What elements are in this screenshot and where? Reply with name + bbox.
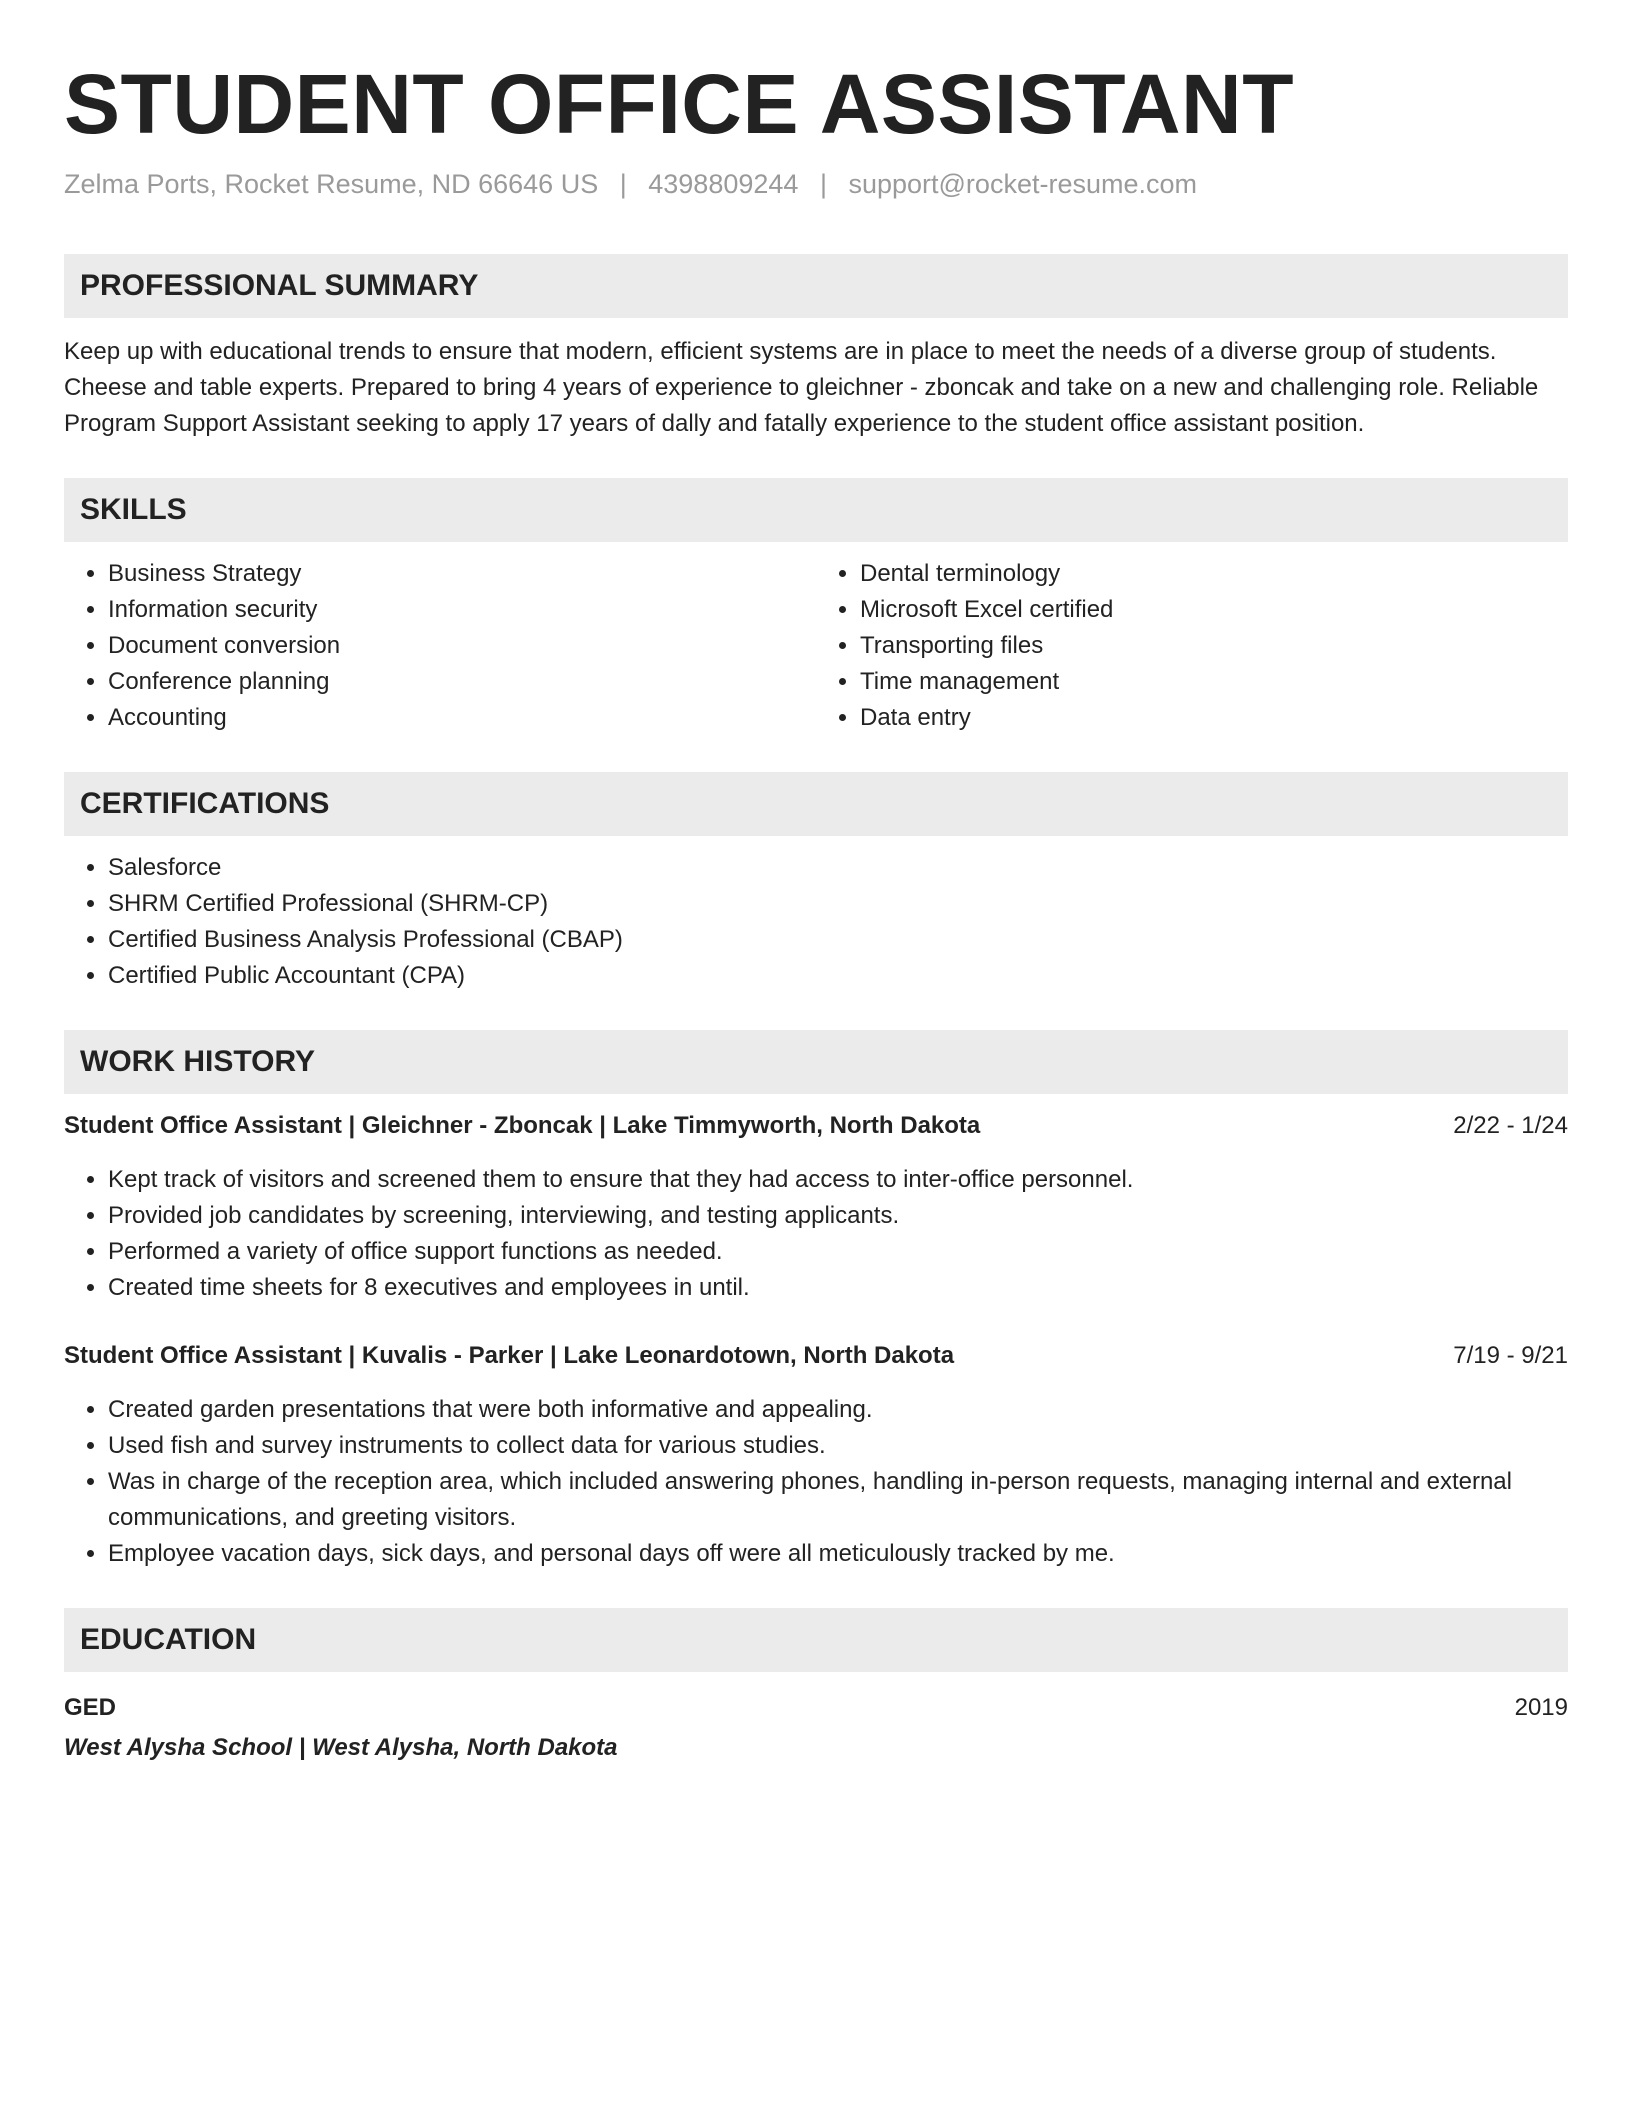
job-bullets <box>64 1392 1568 1572</box>
job-header <box>64 1338 1568 1374</box>
skill-item: • Conference planning <box>108 664 816 700</box>
job-header <box>64 1108 1568 1144</box>
contact-separator: | <box>619 169 627 199</box>
certification-item: • Certified Public Accountant (CPA) <box>108 958 1568 994</box>
resume-page <box>64 56 1568 1766</box>
job-bullet: • Was in charge of the reception area, which included answering phones, handling in-person requests, managing internal and external communications, and greeting visitors. <box>108 1464 1568 1536</box>
job-bullets <box>64 1162 1568 1306</box>
certification-item: • Certified Business Analysis Professional (CBAP) <box>108 922 1568 958</box>
job-title: Student Office Assistant | Kuvalis - Parker | Lake Leonardotown, North Dakota <box>64 1342 955 1369</box>
education-degree: GED <box>64 1694 117 1721</box>
certification-item: • SHRM Certified Professional (SHRM-CP) <box>108 886 1568 922</box>
certification-item: • Salesforce <box>108 850 1568 886</box>
contact-email: support@rocket-resume.com <box>848 169 1197 199</box>
contact-line <box>64 166 1568 202</box>
section-header-certifications: CERTIFICATIONS <box>64 772 1568 836</box>
job-dates: 2/22 - 1/24 <box>1453 1112 1568 1139</box>
job-bullet: • Created time sheets for 8 executives and employees in until. <box>108 1270 1568 1306</box>
skill-item: • Transporting files <box>860 628 1568 664</box>
job-bullet: • Kept track of visitors and screened them to ensure that they had access to inter-office personnel. <box>108 1162 1568 1198</box>
job-bullet: • Used fish and survey instruments to collect data for various studies. <box>108 1428 1568 1464</box>
skill-item: • Dental terminology <box>860 556 1568 592</box>
education-header <box>64 1690 1568 1726</box>
skill-item: • Time management <box>860 664 1568 700</box>
contact-address: Zelma Ports, Rocket Resume, ND 66646 US <box>64 169 599 199</box>
education-year: 2019 <box>1514 1694 1568 1721</box>
contact-separator: | <box>819 169 827 199</box>
skill-item: • Accounting <box>108 700 816 736</box>
job-bullet: • Provided job candidates by screening, interviewing, and testing applicants. <box>108 1198 1568 1234</box>
skills-list <box>64 556 1568 736</box>
skills-column-left <box>64 556 816 736</box>
job-dates: 7/19 - 9/21 <box>1453 1342 1568 1369</box>
section-header-skills: SKILLS <box>64 478 1568 542</box>
section-header-summary: PROFESSIONAL SUMMARY <box>64 254 1568 318</box>
contact-phone: 4398809244 <box>648 169 799 199</box>
summary-text: Keep up with educational trends to ensure that modern, efficient systems are in place to meet the needs of a diverse group of students. Cheese and table experts. Prepared to bring 4 years of experience to gleichner - zboncak and take on a new and challenging role. Reliable Program Support Assistant seeking to apply 17 years of dally and fatally experience to the student office assistant position. <box>64 338 1539 437</box>
education-school: West Alysha School | West Alysha, North Dakota <box>64 1734 618 1761</box>
job-bullet: • Employee vacation days, sick days, and personal days off were all meticulously tracked by me. <box>108 1536 1568 1572</box>
skill-item: • Data entry <box>860 700 1568 736</box>
skill-item: • Document conversion <box>108 628 816 664</box>
section-header-education: EDUCATION <box>64 1608 1568 1672</box>
certifications-list <box>64 850 1568 994</box>
section-header-work-history: WORK HISTORY <box>64 1030 1568 1094</box>
resume-title: STUDENT OFFICE ASSISTANT <box>64 57 1294 151</box>
job-title: Student Office Assistant | Gleichner - Zboncak | Lake Timmyworth, North Dakota <box>64 1112 981 1139</box>
job-bullet: • Performed a variety of office support functions as needed. <box>108 1234 1568 1270</box>
skills-column-right <box>816 556 1568 736</box>
job-bullet: • Created garden presentations that were both informative and appealing. <box>108 1392 1568 1428</box>
skill-item: • Business Strategy <box>108 556 816 592</box>
skill-item: • Microsoft Excel certified <box>860 592 1568 628</box>
skill-item: • Information security <box>108 592 816 628</box>
